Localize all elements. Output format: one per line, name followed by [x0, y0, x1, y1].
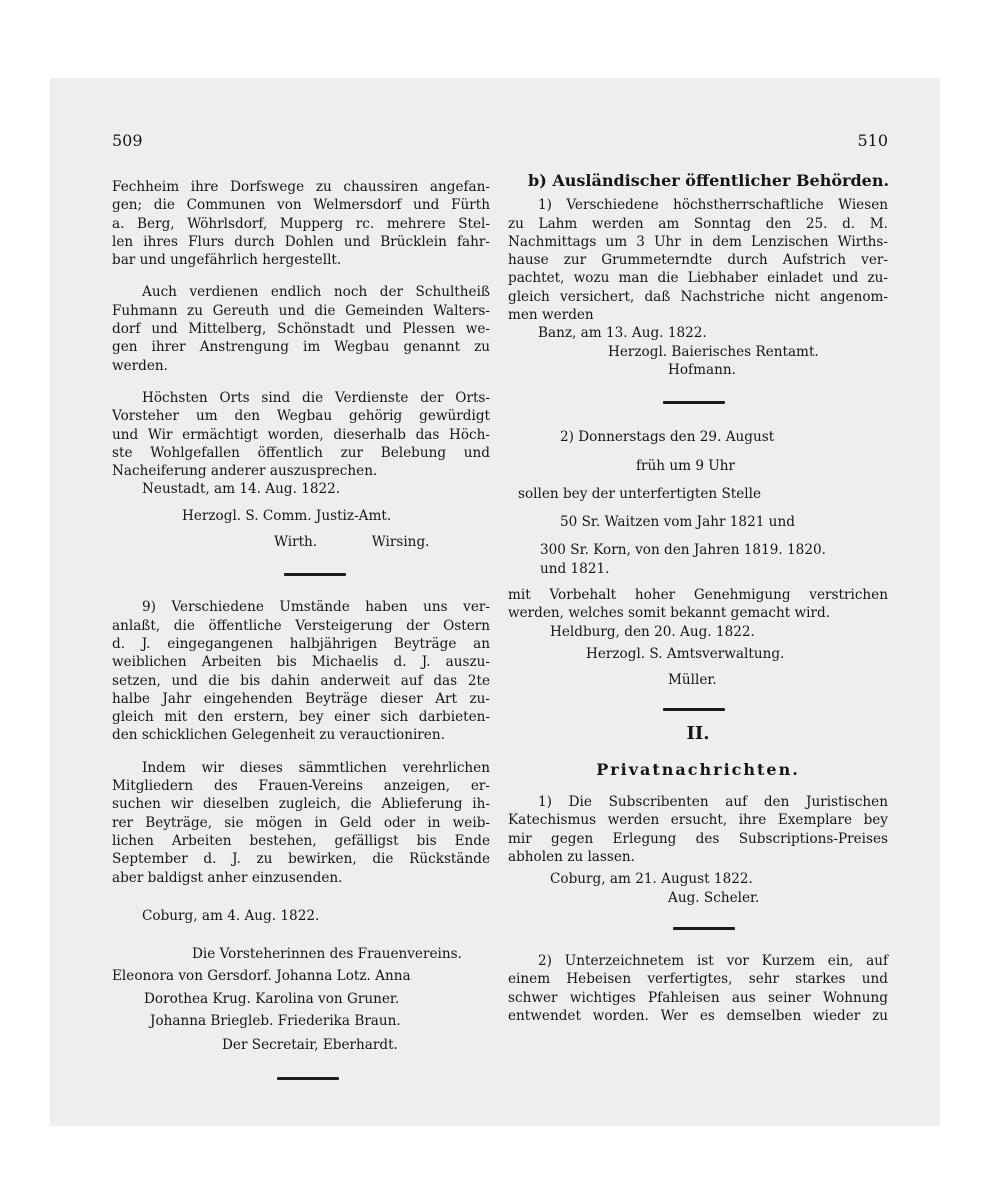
text-line: Höchsten Orts sind die Verdienste der Orts- [142, 389, 490, 406]
text-line: men werden [508, 307, 594, 324]
right-page [508, 130, 888, 1025]
notice-line: und 1821. [540, 560, 610, 577]
section-divider [284, 573, 346, 576]
left-page [112, 130, 490, 1080]
signature-line: Eleonora von Gersdorf. Johanna Lotz. Anna [112, 968, 411, 985]
text-line: Fechheim ihre Dorfswege zu chaussiren angefan- [112, 179, 490, 195]
left-paragraph-3 [112, 389, 490, 480]
text-line: lichen Arbeiten bestehen, gefälligst bis Ende [112, 832, 490, 849]
notice-line: früh um 9 Uhr [636, 457, 736, 474]
right-paragraph-1 [508, 196, 888, 324]
dateline: Banz, am 13. Aug. 1822. [538, 325, 707, 342]
dateline: Coburg, am 21. August 1822. [550, 871, 753, 888]
right-paragraph-2b [508, 586, 888, 623]
text-line: 9) Verschiedene Umstände haben uns ver- [142, 599, 490, 616]
text-line: rer Beyträge, sie mögen in Geld oder in weib- [112, 814, 490, 831]
left-paragraph-2 [112, 283, 490, 374]
left-page-number: 509 [112, 131, 143, 150]
text-line: gleich mit den erstern, bey einer sich darbieten- [112, 709, 490, 726]
text-line: Katechismus werden ersucht, ihre Exemplare bey [508, 812, 888, 829]
text-line: Fuhmann zu Gereuth und die Gemeinden Walters- [112, 302, 490, 319]
text-line: Vorsteher um den Wegbau gehörig gewürdigt [112, 408, 490, 425]
text-line: werden. [112, 357, 169, 374]
text-line: schwer wichtiges Pfahleisen aus seiner Wohnung [508, 989, 888, 1006]
section-number: II. [686, 722, 710, 744]
text-line: werden, welches somit bekannt gemacht wird. [508, 605, 831, 622]
text-line: bar und ungefährlich hergestellt. [112, 252, 342, 269]
text-line: Mitgliedern des Frauen-Vereins anzeigen, er- [112, 778, 490, 795]
text-line: entwendet worden. Wer es demselben wieder zu [508, 1007, 888, 1024]
section-heading: b) Ausländischer öffentlicher Behörden. [528, 171, 890, 190]
right-paragraph-4 [508, 952, 888, 1025]
office-signature: Herzogl. Baierisches Rentamt. [608, 343, 819, 360]
signature-line: Johanna Briegleb. Friederika Braun. [150, 1012, 401, 1029]
section-divider [277, 1077, 339, 1080]
text-line: gen; die Communen von Welmersdorf und Fürth [112, 197, 490, 214]
section-divider [663, 708, 725, 711]
text-line: einem Hebeisen verfertigtes, sehr starkes und [508, 971, 888, 988]
text-line: abholen zu lassen. [508, 849, 635, 866]
office-signature: Herzogl. S. Comm. Justiz-Amt. [182, 507, 392, 524]
signature-line: Die Vorsteherinnen des Frauenvereins. [192, 946, 462, 963]
text-line: d. J. eingegangenen halbjährigen Beyträge an [112, 635, 490, 652]
notice-line: 50 Sr. Waitzen vom Jahr 1821 und [560, 514, 795, 531]
text-line: anlaßt, die öffentliche Versteigerung der Ostern [112, 617, 490, 634]
text-line: a. Berg, Wöhrlsdorf, Mupperg rc. mehrere Stel- [112, 215, 490, 232]
text-line: Auch verdienen endlich noch der Schultheiß [142, 284, 490, 301]
text-line: gleich versichert, daß Nachstriche nicht angenom- [508, 288, 888, 305]
text-line: 2) Unterzeichnetem ist vor Kurzem ein, auf [538, 952, 888, 969]
text-line: und Wir ermächtigt worden, dieserhalb das Höch- [112, 426, 490, 443]
section-divider [663, 401, 725, 404]
text-line: ste Wohlgefallen öffentlich zur Belebung und [112, 444, 490, 461]
text-line: pachtet, wozu man die Liebhaber einladet und zu- [508, 270, 888, 287]
text-line: Nachmittags um 3 Uhr in dem Lenzischen Wirths- [508, 233, 888, 250]
notice-line: sollen bey der unterfertigten Stelle [518, 485, 762, 502]
left-paragraph-5 [112, 759, 490, 887]
signature: Hofmann. [668, 361, 736, 378]
text-line: setzen, und die bis dahin anderweit auf das 2te [112, 672, 490, 689]
dateline: Neustadt, am 14. Aug. 1822. [142, 481, 341, 498]
text-line: 1) Verschiedene höchstherrschaftliche Wiesen [538, 197, 888, 214]
text-line: Nacheiferung anderer auszusprechen. [112, 463, 378, 480]
text-line: den schicklichen Gelegenheit zu verauctioniren. [112, 727, 445, 744]
signature: Aug. Scheler. [668, 889, 760, 906]
text-line: len ihres Flurs durch Dohlen und Brücklein fahr- [112, 233, 490, 250]
signature: Müller. [668, 672, 717, 689]
left-paragraph-4 [112, 598, 490, 744]
text-line: 1) Die Subscribenten auf den Juristischen [538, 794, 888, 811]
text-line: hause zur Grummeterndte durch Aufstrich ver- [508, 252, 888, 269]
office-signature: Herzogl. S. Amtsverwaltung. [586, 645, 785, 662]
notice-line: 2) Donnerstags den 29. August [560, 429, 775, 446]
right-page-number: 510 [857, 131, 888, 150]
text-line: halbe Jahr eingehenden Beyträge dieser Art zu- [112, 690, 490, 707]
signature-line: Dorothea Krug. Karolina von Gruner. [144, 990, 400, 1007]
dateline: Heldburg, den 20. Aug. 1822. [550, 623, 755, 640]
text-line: dorf und Mittelberg, Schönstadt und Plessen we- [112, 321, 490, 338]
right-paragraph-3 [508, 793, 888, 866]
text-line: zu Lahm werden am Sonntag den 25. d. M. [508, 215, 888, 232]
text-line: aber baldigst anher einzusenden. [112, 869, 343, 886]
signature: Wirth. [274, 534, 318, 551]
section-title: Privatnachrichten. [596, 759, 800, 779]
left-paragraph-1 [112, 178, 490, 269]
signatures-row [112, 533, 490, 551]
text-line: gen ihrer Anstrengung im Wegbau genannt zu [112, 339, 490, 356]
signature: Wirsing. [371, 534, 430, 551]
notice-line: 300 Sr. Korn, von den Jahren 1819. 1820. [540, 542, 826, 559]
text-line: mit Vorbehalt hoher Genehmigung verstrichen [508, 587, 888, 604]
signature-line: Der Secretair, Eberhardt. [222, 1037, 398, 1054]
text-line: mir gegen Erlegung des Subscriptions-Preises [508, 830, 888, 847]
dateline: Coburg, am 4. Aug. 1822. [142, 907, 320, 924]
section-divider [673, 927, 735, 930]
text-line: September d. J. zu bewirken, die Rückstände [112, 851, 490, 868]
text-line: suchen wir dieselben zugleich, die Ablieferung ih- [112, 796, 490, 813]
text-line: Indem wir dieses sämmtlichen verehrlichen [142, 759, 490, 776]
text-line: weiblichen Arbeiten bis Michaelis d. J. auszu- [112, 654, 490, 671]
